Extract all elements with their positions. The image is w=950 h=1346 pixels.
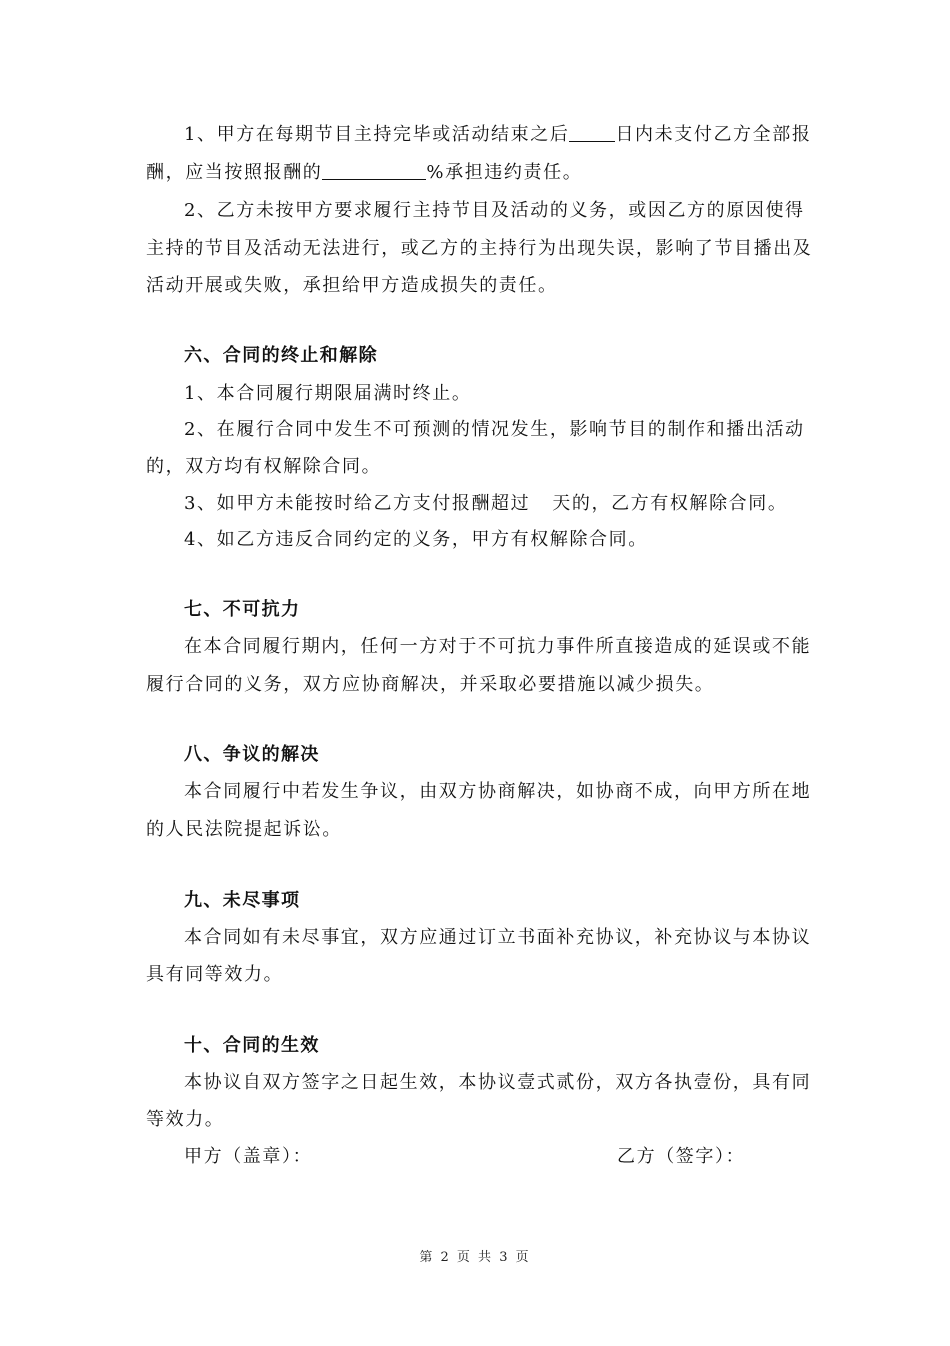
clause6-item-2-line-1: 2、在履行合同中发生不可预测的情况发生，影响节目的制作和播出活动 xyxy=(184,419,805,440)
clause10-line-1: 本协议自双方签字之日起生效，本协议壹式贰份，双方各执壹份，具有同 xyxy=(184,1072,812,1093)
clause7-heading: 七、不可抗力 xyxy=(184,599,301,620)
text-segment: 1、甲方在每期节目主持完毕或活动结束之后 xyxy=(184,124,570,145)
blank-percent-field xyxy=(322,161,426,180)
page-number-footer: 第 2 页 共 3 页 xyxy=(419,1250,531,1265)
text-segment: 3、如甲方未能按时给乙方支付报酬超过 xyxy=(184,493,531,514)
clause5-paragraph-2-line-3: 活动开展或失败，承担给甲方造成损失的责任。 xyxy=(146,275,558,296)
text-segment: 酬，应当按照报酬的 xyxy=(146,162,323,183)
text-segment: 日内未支付乙方全部报 xyxy=(615,124,812,145)
blank-days-field xyxy=(569,123,615,142)
clause9-heading: 九、未尽事项 xyxy=(184,890,301,911)
clause6-item-1: 1、本合同履行期限届满时终止。 xyxy=(184,383,472,404)
signature-party-a: 甲方（盖章）： xyxy=(184,1146,313,1167)
clause5-paragraph-2-line-1: 2、乙方未按甲方要求履行主持节目及活动的义务，或因乙方的原因使得 xyxy=(184,200,805,221)
clause8-line-1: 本合同履行中若发生争议，由双方协商解决，如协商不成，向甲方所在地 xyxy=(184,781,812,802)
text-segment: %承担违约责任。 xyxy=(426,162,583,183)
clause8-line-2: 的人民法院提起诉讼。 xyxy=(146,819,342,840)
signature-party-b: 乙方（签字）： xyxy=(617,1146,746,1167)
clause10-heading: 十、合同的生效 xyxy=(184,1035,320,1056)
clause9-line-1: 本合同如有未尽事宜，双方应通过订立书面补充协议，补充协议与本协议 xyxy=(184,927,812,948)
clause5-paragraph-1-line-1 xyxy=(184,117,812,153)
clause7-line-2: 履行合同的义务，双方应协商解决，并采取必要措施以减少损失。 xyxy=(146,674,715,695)
clause5-paragraph-1-line-2 xyxy=(146,155,806,191)
clause7-line-1: 在本合同履行期内，任何一方对于不可抗力事件所直接造成的延误或不能 xyxy=(184,636,812,657)
clause6-heading: 六、合同的终止和解除 xyxy=(184,345,378,366)
clause10-line-2: 等效力。 xyxy=(146,1109,225,1130)
clause9-line-2: 具有同等效力。 xyxy=(146,964,284,985)
text-segment: 天的，乙方有权解除合同。 xyxy=(552,493,788,514)
clause8-heading: 八、争议的解决 xyxy=(184,744,320,765)
clause5-paragraph-2-line-2: 主持的节目及活动无法进行，或乙方的主持行为出现失误，影响了节目播出及 xyxy=(146,238,813,259)
clause6-item-4: 4、如乙方违反合同约定的义务，甲方有权解除合同。 xyxy=(184,529,648,550)
clause6-item-2-line-2: 的，双方均有权解除合同。 xyxy=(146,456,382,477)
clause6-item-3 xyxy=(184,486,806,522)
